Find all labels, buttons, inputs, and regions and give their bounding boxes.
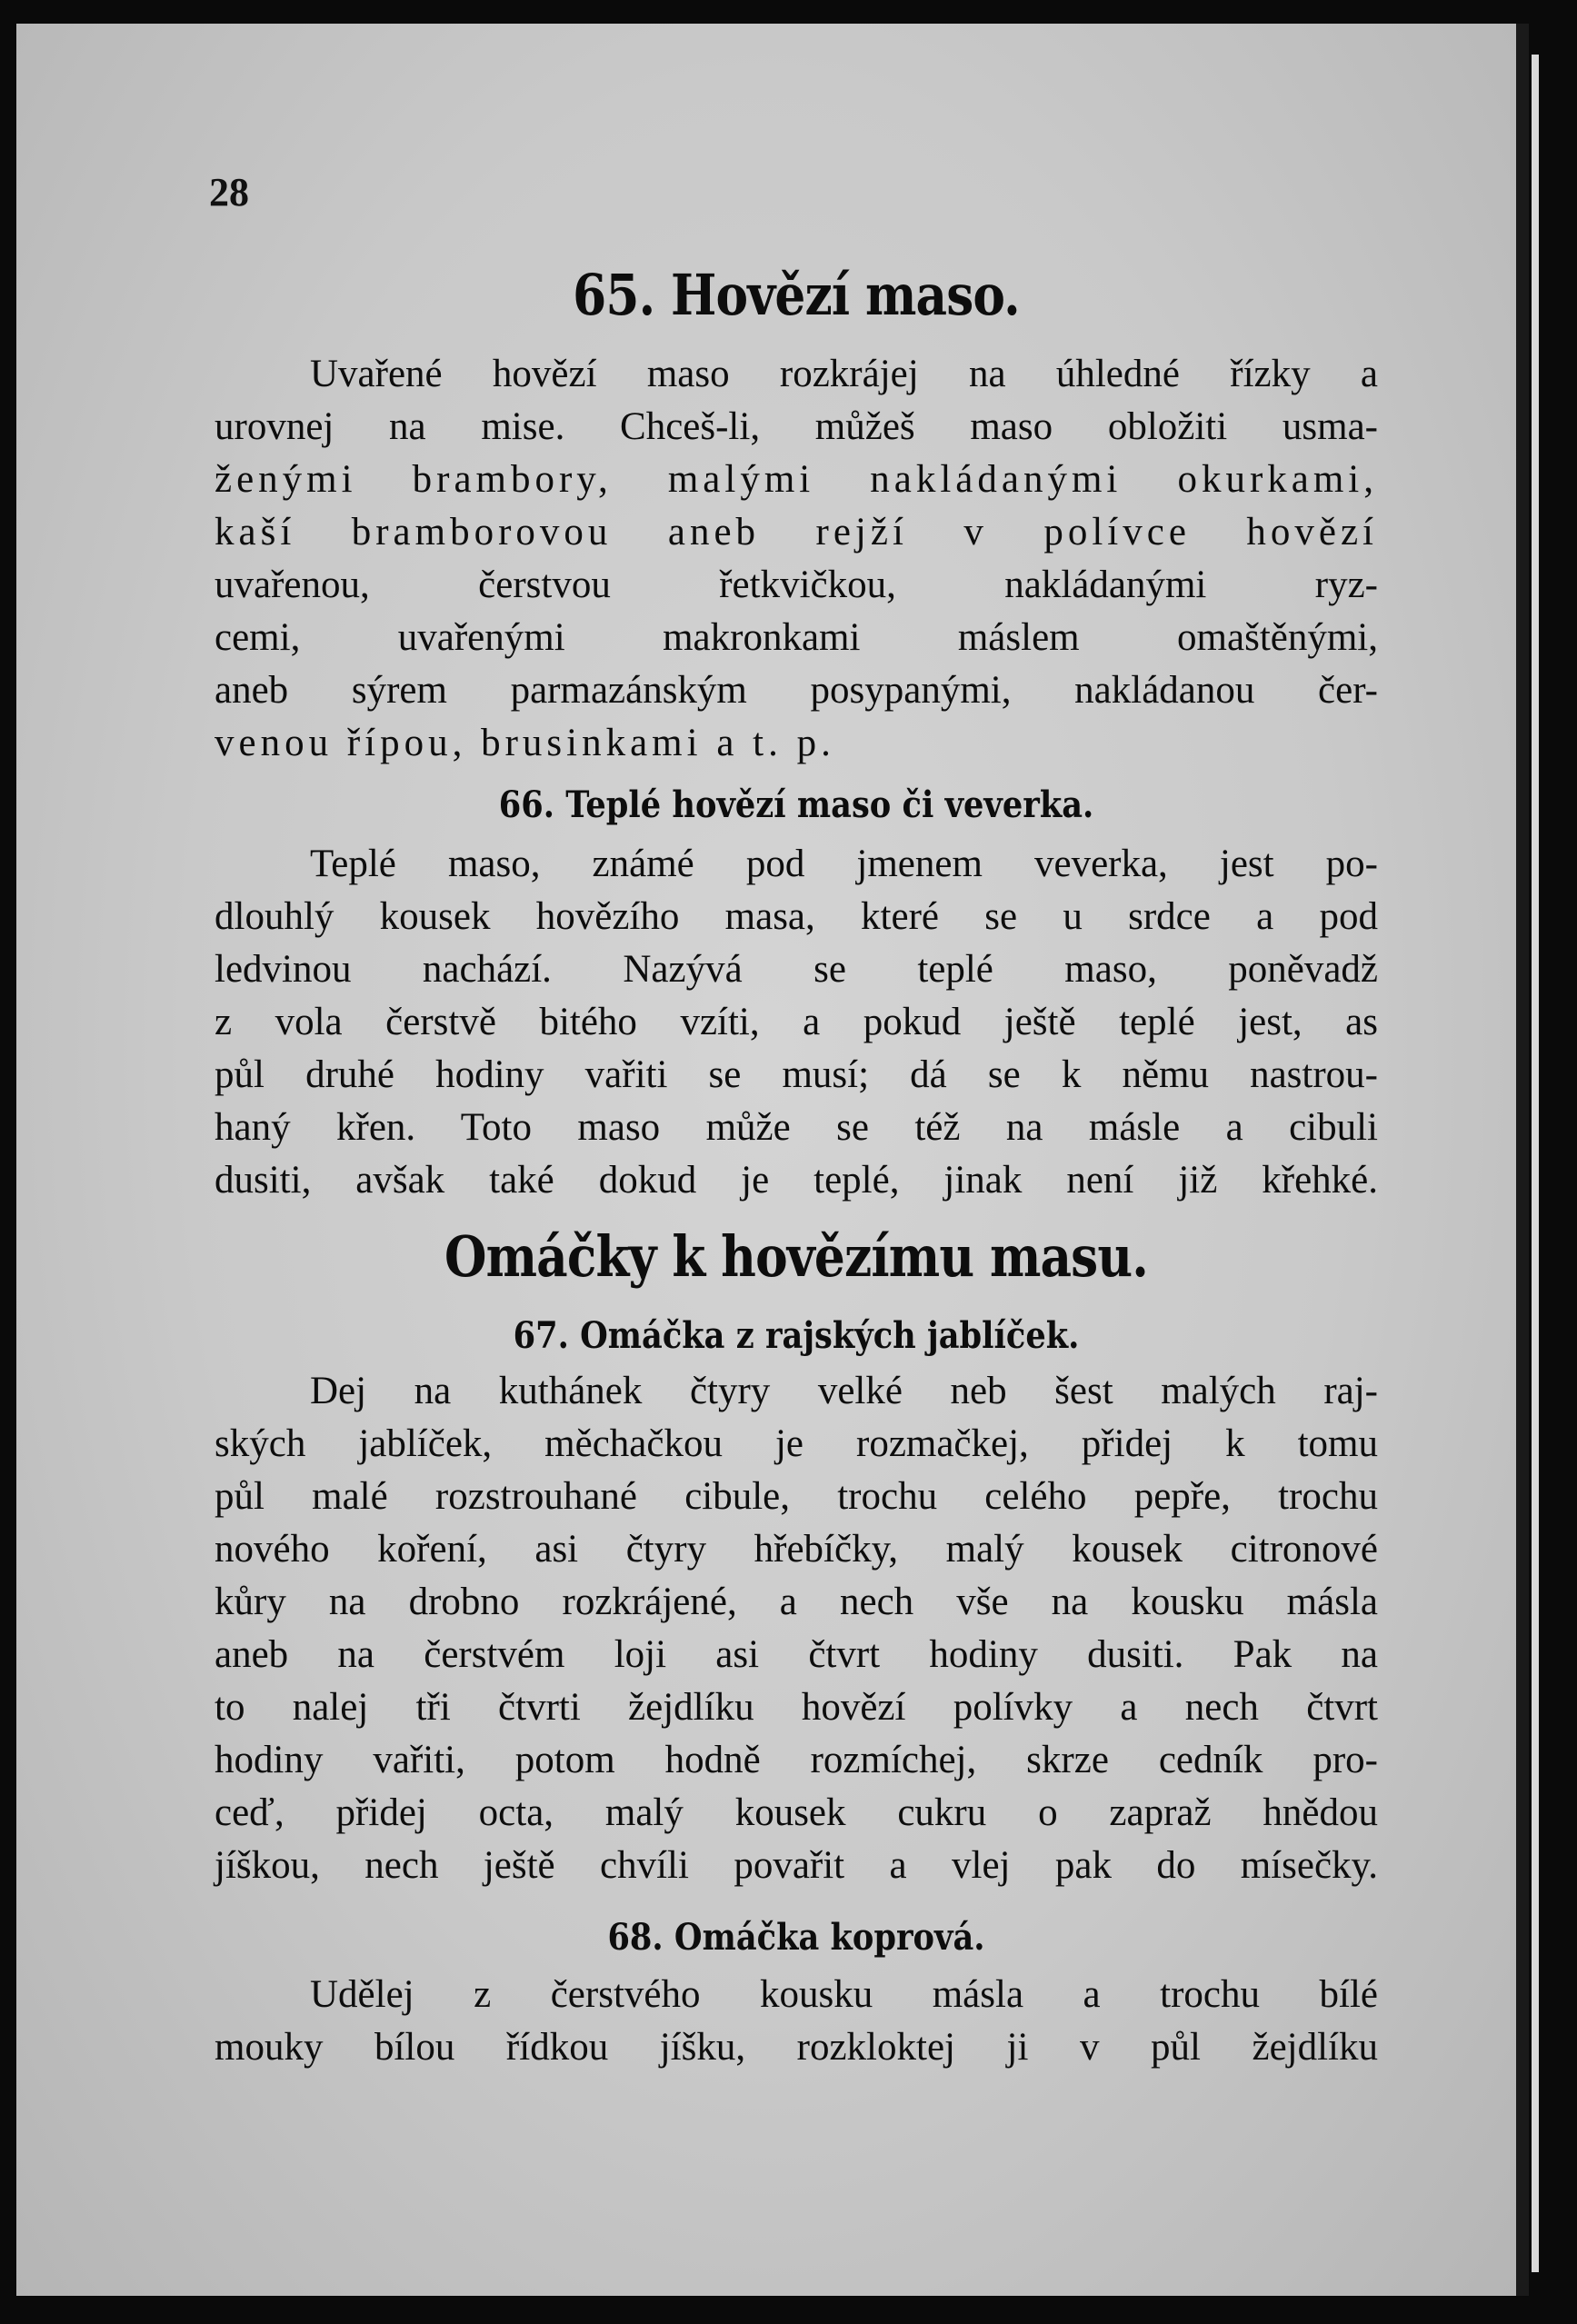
section-body-65: [215, 348, 1378, 770]
text-line: venou řípou, brusinkami a t. p.: [215, 722, 835, 764]
text-line: dlouhlý kousek hovězího masa, které se u srdce a pod: [215, 895, 1378, 938]
section-body-67: [215, 1365, 1378, 1892]
text-line: to nalej tři čtvrti žejdlíku hovězí polívky a nech čtvrt: [215, 1686, 1378, 1729]
text-line: ceď, přidej octa, malý kousek cukru o zapraž hnědou: [215, 1791, 1378, 1834]
text-line: urovnej na mise. Chceš-li, můžeš maso obložiti usma-: [215, 405, 1378, 448]
section-body-66: [215, 838, 1378, 1207]
text-line: Teplé maso, známé pod jmenem veverka, jest po-: [310, 843, 1378, 885]
text-line: ledvinou nachází. Nazývá se teplé maso, poněvadž: [215, 948, 1378, 991]
text-line: hodiny vařiti, potom hodně rozmíchej, skrze cedník pro-: [215, 1739, 1378, 1781]
text-line: ženými brambory, malými nakládanými okurkami,: [215, 458, 1378, 501]
text-line: z vola čerstvě bitého vzíti, a pokud ještě teplé jest, as: [215, 1001, 1378, 1043]
text-line: ských jablíček, měchačkou je rozmačkej, přidej k tomu: [215, 1422, 1378, 1465]
text-line: Udělej z čerstvého kousku másla a trochu bílé: [310, 1973, 1378, 2016]
text-line: aneb na čerstvém loji asi čtvrt hodiny dusiti. Pak na: [215, 1633, 1378, 1676]
page-binding-shadow: [1516, 24, 1529, 2296]
text-line: Uvařené hovězí maso rozkrájej na úhledné řízky a: [310, 353, 1378, 395]
text-line: půl druhé hodiny vařiti se musí; dá se k němu nastrou-: [215, 1053, 1378, 1096]
chapter-heading: Omáčky k hovězímu masu.: [444, 1223, 1148, 1290]
book-page: [16, 24, 1519, 2296]
section-heading-66: 66. Teplé hovězí maso či veverka.: [498, 783, 1094, 826]
text-line: haný křen. Toto maso může se též na másle a cibuli: [215, 1106, 1378, 1149]
section-heading-67: 67. Omáčka z rajských jablíček.: [513, 1314, 1080, 1357]
section-body-68: [215, 1969, 1378, 2074]
text-line: kaší bramborovou aneb rejží v polívce hovězí: [215, 511, 1378, 554]
section-heading-68: 68. Omáčka koprová.: [607, 1916, 985, 1959]
section-heading-65: 65. Hovězí maso.: [573, 262, 1020, 328]
text-line: Dej na kuthánek čtyry velké neb šest malých raj-: [310, 1370, 1378, 1412]
text-line: uvařenou, čerstvou řetkvičkou, nakládanými ryz-: [215, 564, 1378, 606]
text-line: aneb sýrem parmazánským posypanými, nakládanou čer-: [215, 669, 1378, 712]
text-line: cemi, uvařenými makronkami máslem omaštěnými,: [215, 616, 1378, 659]
text-line: půl malé rozstrouhané cibule, trochu celého pepře, trochu: [215, 1475, 1378, 1518]
text-line: kůry na drobno rozkrájené, a nech vše na kousku másla: [215, 1581, 1378, 1623]
text-line: nového koření, asi čtyry hřebíčky, malý kousek citronové: [215, 1528, 1378, 1571]
page-number: 28: [209, 170, 249, 214]
next-page-edge: [1532, 55, 1539, 2272]
text-line: dusiti, avšak také dokud je teplé, jinak není již křehké.: [215, 1159, 1378, 1202]
text-line: mouky bílou řídkou jíšku, rozkloktej ji v půl žejdlíku: [215, 2026, 1378, 2069]
text-line: jíškou, nech ještě chvíli povařit a vlej pak do mísečky.: [215, 1844, 1378, 1887]
